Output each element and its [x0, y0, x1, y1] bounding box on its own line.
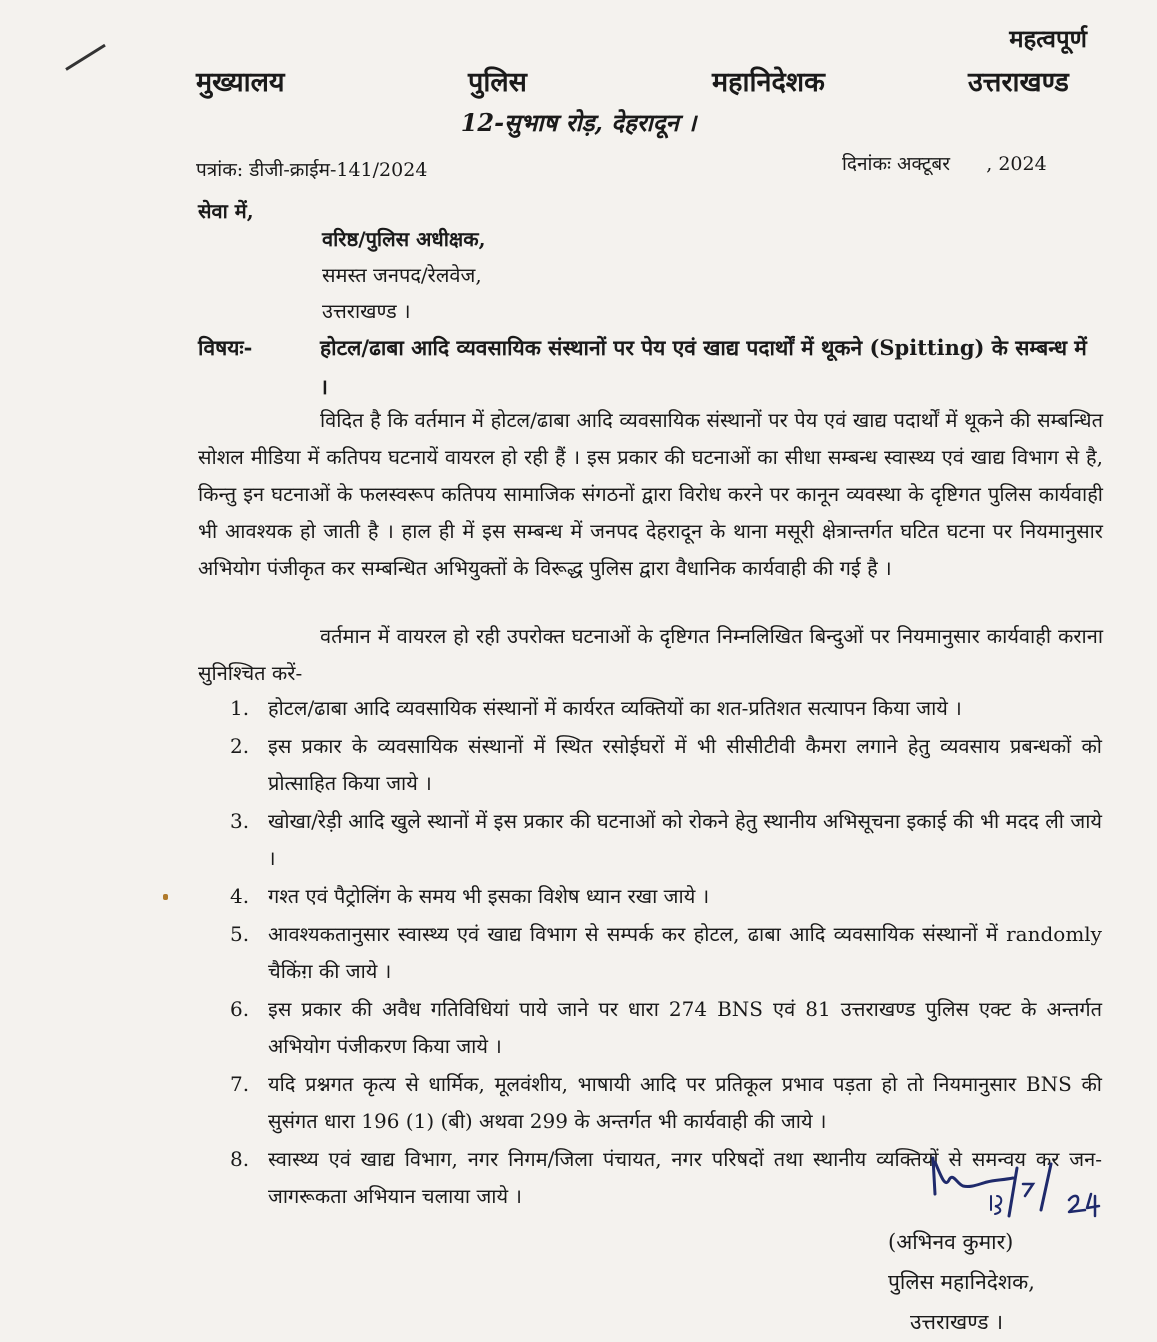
important-label: महत्वपूर्ण [1009, 24, 1087, 53]
header-police: पुलिस [468, 67, 527, 98]
header-state: उत्तराखण्ड [968, 67, 1069, 98]
paragraph-1: विदित है कि वर्तमान में होटल/ढाबा आदि व्यवसायिक संस्थानों पर पेय एवं खाद्य पदार्थों में थूकने की सम्बन्धित सोशल मीडिया में कतिपय घटनायें वायरल हो रही हैं । इस प्रकार की घटनाओं का सीधा सम्बन्ध स्वास्थ्य एवं खाद्य विभाग से है, किन्तु इन घटनाओं के फलस्वरूप कतिपय सामाजिक संगठनों द्वारा विरोध करने पर कानून व्यवस्था के दृष्टिगत पुलिस कार्यवाही भी आवश्यक हो जाती है । हाल ही में इस सम्बन्ध में जनपद देहरादून के थाना मसूरी क्षेत्रान्तर्गत घटित घटना पर नियमानुसार अभियोग पंजीकृत कर सम्बन्धित अभियुक्तों के विरूद्ध पुलिस द्वारा वैधानिक कार्यवाही की गई है । [198, 408, 1103, 580]
list-item-text: आवश्यकतानुसार स्वास्थ्य एवं खाद्य विभाग से सम्पर्क कर होटल, ढाबा आदि व्यवसायिक संस्थानों में randomly चैकिंग़ की जाये । [268, 922, 1102, 983]
list-item-text: इस प्रकार के व्यवसायिक संस्थानों में स्थित रसोईघरों में भी सीसीटीवी कैमरा लगाने हेतु व्यवसाय प्रबन्धकों को प्रोत्साहित किया जाये । [268, 734, 1102, 795]
office-address: 12-सुभाष रोड़, देहरादून । [460, 108, 697, 137]
list-item-text: इस प्रकार की अवैध गतिविधियां पाये जाने पर धारा 274 BNS एवं 81 उत्तराखण्ड पुलिस एक्ट के अन्तर्गत अभियोग पंजीकरण किया जाये । [268, 997, 1102, 1058]
signatory-title: पुलिस महानिदेशक, [888, 1270, 1035, 1294]
signatory-state: उत्तराखण्ड । [910, 1310, 1004, 1334]
reference-number: पत्रांक: डीजी-क्राईम-141/2024 [196, 159, 428, 181]
addressee-line-3: उत्तराखण्ड । [322, 299, 411, 323]
margin-pen-mark [65, 44, 106, 71]
addressee-line-2: समस्त जनपद/रेलवेज, [322, 263, 482, 287]
list-item-number: 3. [230, 809, 250, 833]
subject-label: विषयः- [198, 335, 253, 360]
stray-mark [163, 894, 168, 900]
list-item [230, 690, 1102, 727]
action-points-list [230, 690, 1102, 1216]
signatory-block [888, 1222, 1035, 1342]
list-item-number: 7. [230, 1072, 250, 1096]
list-item [230, 878, 1102, 915]
list-item [230, 1066, 1102, 1140]
list-item-text: स्वास्थ्य एवं खाद्य विभाग, नगर निगम/जिला पंचायत, नगर परिषदों तथा स्थानीय व्यक्तियों से समन्वय कर जन-जागरूकता अभियान चलाया जाये । [268, 1147, 1102, 1208]
list-item-text: खोखा/रेड़ी आदि खुले स्थानों में इस प्रकार की घटनाओं को रोकने हेतु स्थानीय अभिसूचना इकाई की भी मदद ली जाये । [268, 809, 1102, 870]
list-item-number: 1. [230, 696, 250, 720]
list-item-number: 6. [230, 997, 250, 1021]
list-item-number: 8. [230, 1147, 250, 1171]
letter-date: दिनांकः अक्टूबर , 2024 [842, 153, 1047, 175]
list-item-number: 4. [230, 884, 250, 908]
list-item-text: होटल/ढाबा आदि व्यवसायिक संस्थानों में कार्यरत व्यक्तियों का शत-प्रतिशत सत्यापन किया जाये । [268, 696, 962, 720]
addressee-line-1: वरिष्ठ/पुलिस अधीक्षक, [322, 227, 486, 251]
list-item-text: यदि प्रश्नगत कृत्य से धार्मिक, मूलवंशीय, भाषायी आदि पर प्रतिकूल प्रभाव पड़ता हो तो नियमानुसार BNS की सुसंगत धारा 196 (1) (बी) अथवा 299 के अन्तर्गत भी कार्यवाही की जाये । [268, 1072, 1102, 1133]
list-item-text: गश्त एवं पैट्रोलिंग के समय भी इसका विशेष ध्यान रखा जाये । [268, 884, 710, 908]
list-item-number: 2. [230, 734, 250, 758]
paragraph-2: वर्तमान में वायरल हो रही उपरोक्त घटनाओं के दृष्टिगत निम्नलिखित बिन्दुओं पर नियमानुसार कार्यवाही कराना सुनिश्चित करें- [198, 624, 1103, 685]
list-item [230, 991, 1102, 1065]
subject-text: होटल/ढाबा आदि व्यवसायिक संस्थानों पर पेय एवं खाद्य पदार्थों में थूकने (Spitting) के सम्बन्ध में । [320, 335, 1087, 399]
list-item-number: 5. [230, 922, 250, 946]
signatory-name: (अभिनव कुमार) [888, 1230, 1014, 1254]
header-hq: मुख्यालय [196, 67, 285, 98]
header-dg: महानिदेशक [712, 67, 825, 98]
list-item [230, 803, 1102, 877]
list-item [230, 728, 1102, 802]
salutation: सेवा में, [198, 199, 254, 223]
list-item [230, 916, 1102, 990]
handwritten-signature [905, 1150, 1105, 1230]
